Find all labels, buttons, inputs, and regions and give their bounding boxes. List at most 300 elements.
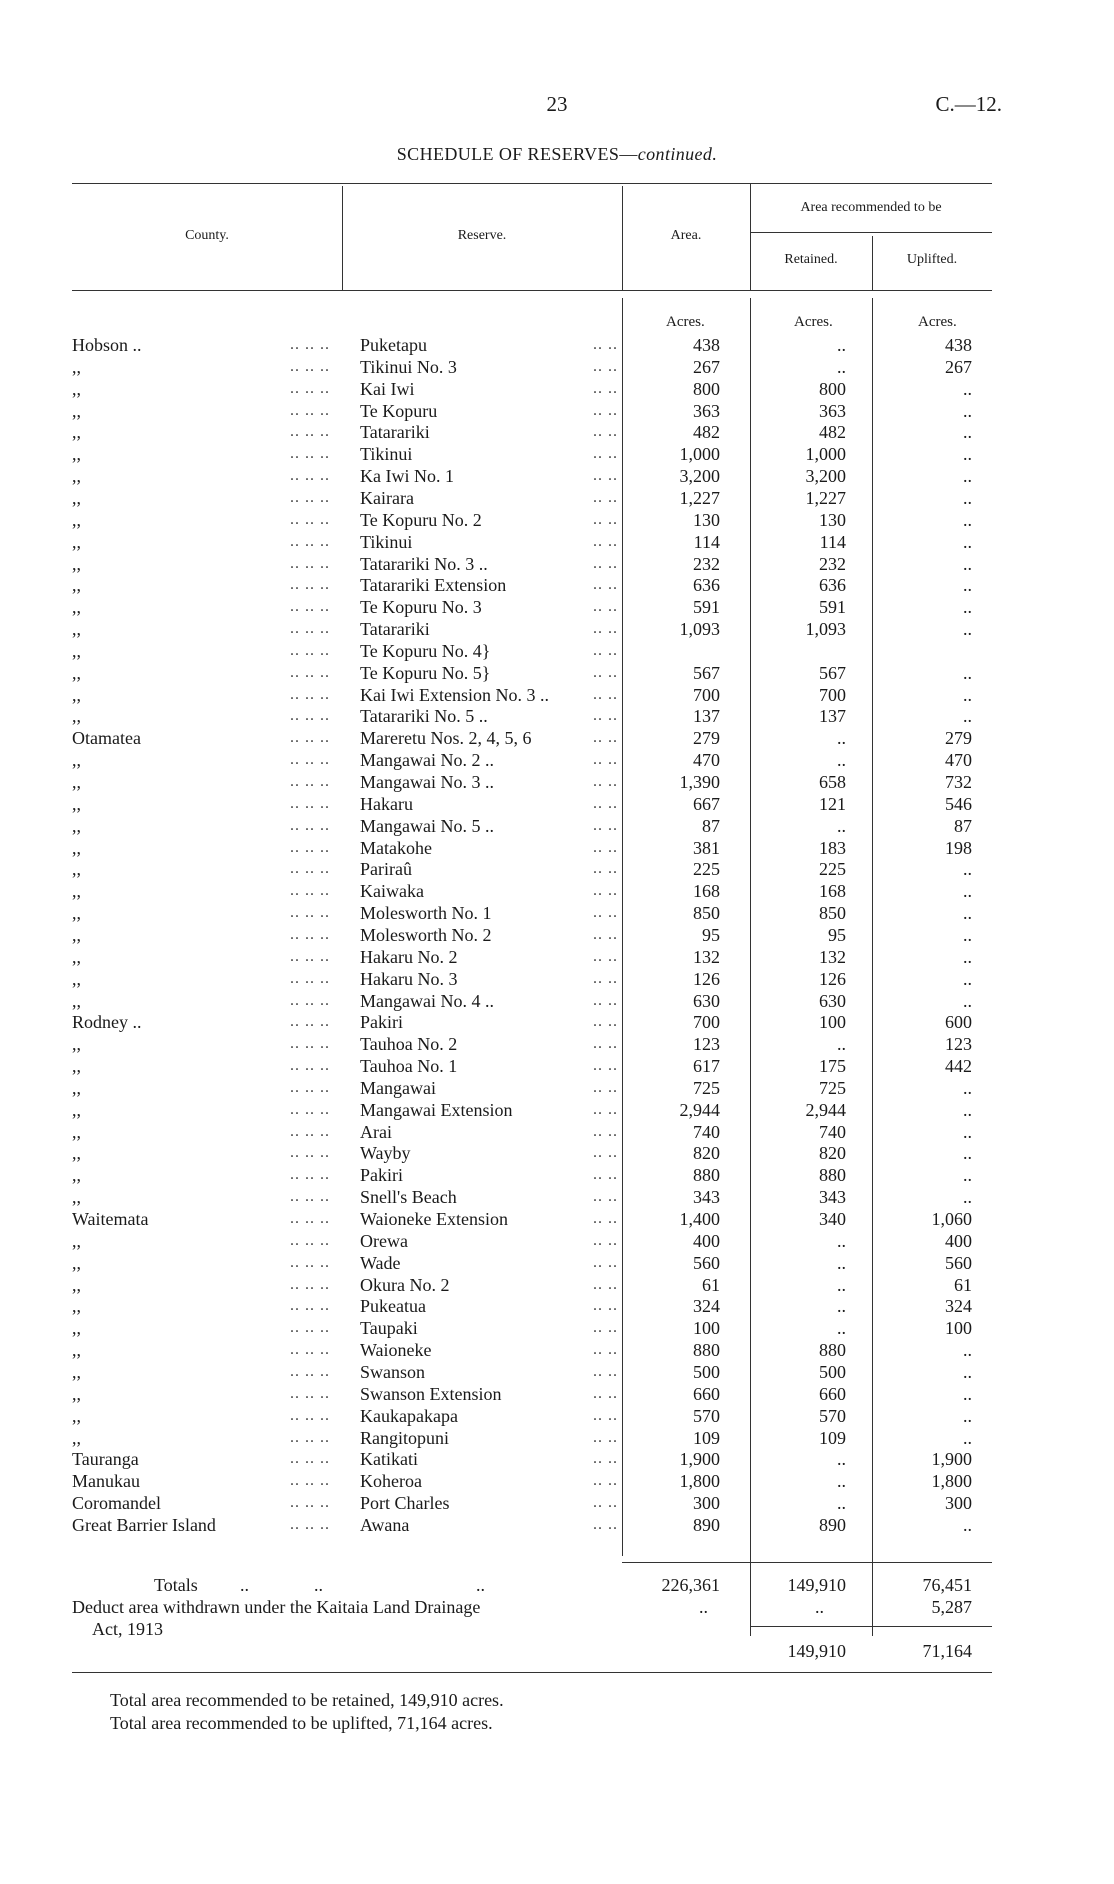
table-row <box>0 902 1114 924</box>
county-leader-dots: .. .. .. <box>290 1210 330 1227</box>
county-leader-dots: .. .. .. <box>290 1494 330 1511</box>
area-cell: 800 <box>693 379 720 399</box>
county-leader-dots: .. .. .. <box>290 882 330 899</box>
table-row <box>0 1317 1114 1339</box>
table-row <box>0 924 1114 946</box>
uplifted-cell: .. <box>963 881 972 901</box>
retained-cell: 636 <box>819 575 846 595</box>
county-cell: ,, <box>72 969 81 989</box>
area-cell: 87 <box>702 816 720 836</box>
county-cell: ,, <box>72 925 81 945</box>
county-leader-dots: .. .. .. <box>290 1166 330 1183</box>
table-row <box>0 509 1114 531</box>
county-cell: Great Barrier Island <box>72 1515 216 1535</box>
area-cell: 725 <box>693 1078 720 1098</box>
retained-cell: 183 <box>819 838 846 858</box>
table-row <box>0 1514 1114 1536</box>
retained-cell: .. <box>837 750 846 770</box>
reserve-leader-dots: .. .. <box>593 380 618 397</box>
totals-rule <box>622 1562 992 1563</box>
reserve-cell: Tatarariki <box>360 422 430 442</box>
county-cell: ,, <box>72 1340 81 1360</box>
county-leader-dots: .. .. .. <box>290 1057 330 1074</box>
table-row <box>0 400 1114 422</box>
county-cell: Tauranga <box>72 1449 139 1469</box>
area-cell: 438 <box>693 335 720 355</box>
table-row <box>0 596 1114 618</box>
totals-label: Totals <box>154 1575 198 1595</box>
county-cell: ,, <box>72 554 81 574</box>
area-cell: 400 <box>693 1231 720 1251</box>
county-cell: ,, <box>72 532 81 552</box>
reserve-cell: Tikinui <box>360 532 413 552</box>
reserve-leader-dots: .. .. <box>593 642 618 659</box>
county-leader-dots: .. .. .. <box>290 904 330 921</box>
area-cell: 890 <box>693 1515 720 1535</box>
reserve-leader-dots: .. .. <box>593 970 618 987</box>
table-row <box>0 640 1114 662</box>
reserve-cell: Okura No. 2 <box>360 1275 450 1295</box>
area-cell: 700 <box>693 1012 720 1032</box>
reserve-leader-dots: .. .. <box>593 1450 618 1467</box>
reserve-cell: Awana <box>360 1515 410 1535</box>
retained-cell: .. <box>837 1296 846 1316</box>
reserve-leader-dots: .. .. <box>593 1516 618 1533</box>
totals-dots: .. <box>240 1575 249 1595</box>
uplifted-cell: .. <box>963 1122 972 1142</box>
reserve-cell: Mareretu Nos. 2, 4, 5, 6 <box>360 728 532 748</box>
retained-cell: 800 <box>819 379 846 399</box>
county-cell: ,, <box>72 663 81 683</box>
county-cell: ,, <box>72 488 81 508</box>
retained-cell: .. <box>837 1493 846 1513</box>
reserve-cell: Te Kopuru No. 3 <box>360 597 482 617</box>
uplifted-cell: .. <box>963 903 972 923</box>
retained-cell: 630 <box>819 991 846 1011</box>
reserve-cell: Pukeatua <box>360 1296 426 1316</box>
header-uplifted: Uplifted. <box>906 252 958 267</box>
area-cell: 1,390 <box>679 772 720 792</box>
deduct-label: Deduct area withdrawn under the Kaitaia Land Drainage <box>72 1597 481 1617</box>
area-cell: 820 <box>693 1143 720 1163</box>
reserve-cell: Tatarariki <box>360 619 430 639</box>
reserve-leader-dots: .. .. <box>593 926 618 943</box>
county-leader-dots: .. .. .. <box>290 555 330 572</box>
county-cell: ,, <box>72 1275 81 1295</box>
county-cell: Coromandel <box>72 1493 161 1513</box>
uplifted-cell: .. <box>963 532 972 552</box>
area-cell: 225 <box>693 859 720 879</box>
reserve-leader-dots: .. .. <box>593 948 618 965</box>
reserve-cell: Tikinui No. 3 <box>360 357 457 377</box>
reserve-leader-dots: .. .. <box>593 1341 618 1358</box>
table-row <box>0 858 1114 880</box>
deduct-label-cont: Act, 1913 <box>92 1619 163 1639</box>
reserve-leader-dots: .. .. <box>593 1297 618 1314</box>
table-row <box>0 662 1114 684</box>
header-area-recommended: Area recommended to be <box>800 200 942 215</box>
table-row <box>0 553 1114 575</box>
table-top-rule <box>72 183 992 184</box>
retained-cell: .. <box>837 357 846 377</box>
table-row <box>0 1230 1114 1252</box>
county-cell: ,, <box>72 1318 81 1338</box>
reserve-leader-dots: .. .. <box>593 423 618 440</box>
county-cell: ,, <box>72 1231 81 1251</box>
uplifted-cell: 300 <box>945 1493 972 1513</box>
area-cell: 700 <box>693 685 720 705</box>
county-cell: ,, <box>72 575 81 595</box>
county-leader-dots: .. .. .. <box>290 423 330 440</box>
county-cell: ,, <box>72 1406 81 1426</box>
county-cell: ,, <box>72 619 81 639</box>
area-cell: 630 <box>693 991 720 1011</box>
reserve-cell: Kai Iwi <box>360 379 415 399</box>
retained-cell: .. <box>837 1449 846 1469</box>
county-leader-dots: .. .. .. <box>290 1188 330 1205</box>
table-row <box>0 1274 1114 1296</box>
reserve-cell: Hakaru No. 2 <box>360 947 458 967</box>
area-cell: 880 <box>693 1340 720 1360</box>
area-cell: 1,093 <box>679 619 720 639</box>
retained-cell: 482 <box>819 422 846 442</box>
uplifted-cell: .. <box>963 947 972 967</box>
totals-uplifted: 76,451 <box>922 1575 972 1595</box>
county-leader-dots: .. .. .. <box>290 1276 330 1293</box>
table-row <box>0 465 1114 487</box>
deduct-retained: .. <box>815 1597 824 1617</box>
uplifted-cell: .. <box>963 1428 972 1448</box>
reserve-leader-dots: .. .. <box>593 1210 618 1227</box>
uplifted-cell: .. <box>963 466 972 486</box>
table-row <box>0 1099 1114 1121</box>
county-cell: ,, <box>72 838 81 858</box>
uplifted-cell: .. <box>963 575 972 595</box>
county-leader-dots: .. .. .. <box>290 1101 330 1118</box>
footer-note-retained: Total area recommended to be retained, 149,910 acres. <box>110 1690 504 1710</box>
reserve-leader-dots: .. .. <box>593 860 618 877</box>
table-row <box>0 1055 1114 1077</box>
reserve-cell: Waioneke <box>360 1340 432 1360</box>
retained-cell: 343 <box>819 1187 846 1207</box>
reserve-leader-dots: .. .. <box>593 1429 618 1446</box>
retained-cell: .. <box>837 335 846 355</box>
reserve-cell: Hakaru No. 3 <box>360 969 458 989</box>
county-leader-dots: .. .. .. <box>290 1385 330 1402</box>
area-cell: 95 <box>702 925 720 945</box>
reserve-leader-dots: .. .. <box>593 533 618 550</box>
county-leader-dots: .. .. .. <box>290 1013 330 1030</box>
reserve-leader-dots: .. .. <box>593 773 618 790</box>
retained-cell: 567 <box>819 663 846 683</box>
reserve-leader-dots: .. .. <box>593 686 618 703</box>
reserve-cell: Pakiri <box>360 1012 403 1032</box>
table-row <box>0 618 1114 640</box>
uplifted-cell: .. <box>963 685 972 705</box>
county-cell: ,, <box>72 772 81 792</box>
retained-cell: 121 <box>819 794 846 814</box>
uplifted-cell: .. <box>963 1143 972 1163</box>
county-leader-dots: .. .. .. <box>290 1035 330 1052</box>
uplifted-cell: 442 <box>945 1056 972 1076</box>
table-row <box>0 531 1114 553</box>
county-cell: ,, <box>72 816 81 836</box>
reserve-cell: Tatarariki No. 5 .. <box>360 706 488 726</box>
reserve-leader-dots: .. .. <box>593 1494 618 1511</box>
uplifted-cell: .. <box>963 1165 972 1185</box>
reserve-cell: Koheroa <box>360 1471 422 1491</box>
reserve-cell: Swanson <box>360 1362 426 1382</box>
reserve-cell: Mangawai No. 4 .. <box>360 991 494 1011</box>
retained-cell: 660 <box>819 1384 846 1404</box>
reserve-leader-dots: .. .. <box>593 1188 618 1205</box>
table-row <box>0 356 1114 378</box>
table-row <box>0 1121 1114 1143</box>
deduct-uplifted: 5,287 <box>931 1597 972 1617</box>
county-leader-dots: .. .. .. <box>290 642 330 659</box>
county-cell: ,, <box>72 881 81 901</box>
county-leader-dots: .. .. .. <box>290 489 330 506</box>
reserve-cell: Port Charles <box>360 1493 450 1513</box>
uplifted-cell: 438 <box>945 335 972 355</box>
county-cell: ,, <box>72 1165 81 1185</box>
area-cell: 2,944 <box>679 1100 720 1120</box>
county-cell: ,, <box>72 401 81 421</box>
area-cell: 1,800 <box>679 1471 720 1491</box>
county-cell: ,, <box>72 1428 81 1448</box>
reserve-leader-dots: .. .. <box>593 839 618 856</box>
table-row <box>0 1339 1114 1361</box>
uplifted-cell: 1,900 <box>931 1449 972 1469</box>
retained-cell: 890 <box>819 1515 846 1535</box>
county-leader-dots: .. .. .. <box>290 1079 330 1096</box>
county-leader-dots: .. .. .. <box>290 1297 330 1314</box>
area-cell: 61 <box>702 1275 720 1295</box>
retained-cell: 1,000 <box>805 444 846 464</box>
reserve-cell: Tatarariki No. 3 .. <box>360 554 488 574</box>
county-cell: ,, <box>72 1122 81 1142</box>
reserve-leader-dots: .. .. <box>593 1035 618 1052</box>
retained-cell: 700 <box>819 685 846 705</box>
reserve-leader-dots: .. .. <box>593 358 618 375</box>
county-leader-dots: .. .. .. <box>290 358 330 375</box>
area-cell: 470 <box>693 750 720 770</box>
retained-cell: 114 <box>819 532 846 552</box>
county-cell: ,, <box>72 1253 81 1273</box>
table-row <box>0 815 1114 837</box>
header-bottom-rule <box>72 290 992 291</box>
area-cell: 591 <box>693 597 720 617</box>
reserve-leader-dots: .. .. <box>593 511 618 528</box>
county-cell: ,, <box>72 641 81 661</box>
table-row <box>0 990 1114 1012</box>
reserve-cell: Molesworth No. 2 <box>360 925 492 945</box>
table-row <box>0 334 1114 356</box>
county-leader-dots: .. .. .. <box>290 1429 330 1446</box>
county-leader-dots: .. .. .. <box>290 860 330 877</box>
table-row <box>0 1142 1114 1164</box>
table-row <box>0 1492 1114 1514</box>
uplifted-cell: .. <box>963 663 972 683</box>
area-cell: 1,227 <box>679 488 720 508</box>
uplifted-cell: 279 <box>945 728 972 748</box>
reserve-cell: Mangawai <box>360 1078 436 1098</box>
net-uplifted: 71,164 <box>922 1641 972 1661</box>
county-leader-dots: .. .. .. <box>290 336 330 353</box>
table-row <box>0 837 1114 859</box>
reserve-cell: Taupaki <box>360 1318 418 1338</box>
county-leader-dots: .. .. .. <box>290 773 330 790</box>
header-county: County. <box>185 228 229 243</box>
retained-cell: 100 <box>819 1012 846 1032</box>
county-cell: ,, <box>72 991 81 1011</box>
retained-cell: 591 <box>819 597 846 617</box>
retained-cell: 1,093 <box>805 619 846 639</box>
retained-cell: .. <box>837 728 846 748</box>
uplifted-cell: 470 <box>945 750 972 770</box>
county-cell: Hobson .. <box>72 335 142 355</box>
table-row <box>0 793 1114 815</box>
reserve-leader-dots: .. .. <box>593 1472 618 1489</box>
area-cell: 132 <box>693 947 720 967</box>
area-cell: 570 <box>693 1406 720 1426</box>
retained-cell: 880 <box>819 1165 846 1185</box>
reserve-cell: Kai Iwi Extension No. 3 .. <box>360 685 549 705</box>
retained-cell: 132 <box>819 947 846 967</box>
uplifted-cell: 100 <box>945 1318 972 1338</box>
reserve-leader-dots: .. .. <box>593 402 618 419</box>
retained-cell: .. <box>837 1471 846 1491</box>
county-cell: ,, <box>72 597 81 617</box>
retained-cell: 570 <box>819 1406 846 1426</box>
table-row <box>0 1383 1114 1405</box>
area-cell: 482 <box>693 422 720 442</box>
county-leader-dots: .. .. .. <box>290 817 330 834</box>
county-leader-dots: .. .. .. <box>290 620 330 637</box>
county-cell: ,, <box>72 444 81 464</box>
uplifted-cell: .. <box>963 619 972 639</box>
area-cell: 3,200 <box>679 466 720 486</box>
reserve-leader-dots: .. .. <box>593 1079 618 1096</box>
retained-cell: 2,944 <box>805 1100 846 1120</box>
unit-retained: Acres. <box>794 314 833 330</box>
county-cell: Rodney .. <box>72 1012 142 1032</box>
uplifted-cell: .. <box>963 597 972 617</box>
area-cell: 324 <box>693 1296 720 1316</box>
county-cell: ,, <box>72 750 81 770</box>
county-cell: ,, <box>72 1362 81 1382</box>
reserve-leader-dots: .. .. <box>593 882 618 899</box>
uplifted-cell: .. <box>963 925 972 945</box>
county-cell: ,, <box>72 859 81 879</box>
reserve-leader-dots: .. .. <box>593 1407 618 1424</box>
reserve-cell: Te Kopuru No. 2 <box>360 510 482 530</box>
reserve-leader-dots: .. .. <box>593 1166 618 1183</box>
county-cell: ,, <box>72 794 81 814</box>
county-cell: ,, <box>72 1056 81 1076</box>
county-leader-dots: .. .. .. <box>290 970 330 987</box>
uplifted-cell: 324 <box>945 1296 972 1316</box>
table-row <box>0 946 1114 968</box>
county-cell: ,, <box>72 903 81 923</box>
reserve-leader-dots: .. .. <box>593 489 618 506</box>
uplifted-cell: 123 <box>945 1034 972 1054</box>
area-cell: 850 <box>693 903 720 923</box>
retained-cell: 500 <box>819 1362 846 1382</box>
totals-area: 226,361 <box>661 1575 720 1595</box>
area-cell: 1,900 <box>679 1449 720 1469</box>
area-cell: 267 <box>693 357 720 377</box>
uplifted-cell: 198 <box>945 838 972 858</box>
county-leader-dots: .. .. .. <box>290 1123 330 1140</box>
retained-cell: 1,227 <box>805 488 846 508</box>
county-leader-dots: .. .. .. <box>290 751 330 768</box>
reserve-cell: Tatarariki Extension <box>360 575 507 595</box>
retained-cell: .. <box>837 816 846 836</box>
reserve-leader-dots: .. .. <box>593 729 618 746</box>
retained-cell: 95 <box>828 925 846 945</box>
reserve-leader-dots: .. .. <box>593 1144 618 1161</box>
county-cell: ,, <box>72 1143 81 1163</box>
uplifted-cell: .. <box>963 1406 972 1426</box>
reserve-cell: Te Kopuru No. 5} <box>360 663 491 683</box>
table-row <box>0 1011 1114 1033</box>
totals-retained: 149,910 <box>787 1575 846 1595</box>
reserve-leader-dots: .. .. <box>593 992 618 1009</box>
area-cell: 740 <box>693 1122 720 1142</box>
unit-area: Acres. <box>666 314 705 330</box>
retained-cell: 340 <box>819 1209 846 1229</box>
document-title <box>0 144 1114 165</box>
county-cell: ,, <box>72 1384 81 1404</box>
retained-cell: 175 <box>819 1056 846 1076</box>
county-leader-dots: .. .. .. <box>290 992 330 1009</box>
area-cell: 500 <box>693 1362 720 1382</box>
area-cell: 300 <box>693 1493 720 1513</box>
reserve-leader-dots: .. .. <box>593 467 618 484</box>
uplifted-cell: 732 <box>945 772 972 792</box>
county-leader-dots: .. .. .. <box>290 1319 330 1336</box>
reserve-leader-dots: .. .. <box>593 707 618 724</box>
header-area: Area. <box>670 228 702 243</box>
table-row <box>0 1033 1114 1055</box>
retained-cell: 850 <box>819 903 846 923</box>
retained-cell: .. <box>837 1275 846 1295</box>
table-row <box>0 1164 1114 1186</box>
recommended-subrule <box>750 232 992 233</box>
area-cell: 667 <box>693 794 720 814</box>
uplifted-cell: .. <box>963 1340 972 1360</box>
reserve-cell: Matakohe <box>360 838 432 858</box>
county-leader-dots: .. .. .. <box>290 707 330 724</box>
reserve-cell: Tauhoa No. 2 <box>360 1034 458 1054</box>
county-leader-dots: .. .. .. <box>290 729 330 746</box>
county-cell: ,, <box>72 947 81 967</box>
reserve-cell: Kaukapakapa <box>360 1406 458 1426</box>
county-cell: ,, <box>72 466 81 486</box>
county-leader-dots: .. .. .. <box>290 1363 330 1380</box>
county-cell: ,, <box>72 706 81 726</box>
retained-cell: 126 <box>819 969 846 989</box>
reserve-cell: Mangawai No. 2 .. <box>360 750 494 770</box>
header-retained: Retained. <box>784 252 838 267</box>
county-cell: ,, <box>72 1296 81 1316</box>
reserve-leader-dots: .. .. <box>593 1101 618 1118</box>
table-row <box>0 1208 1114 1230</box>
reserve-leader-dots: .. .. <box>593 1319 618 1336</box>
reserve-cell: Mangawai Extension <box>360 1100 513 1120</box>
county-cell: ,, <box>72 1187 81 1207</box>
